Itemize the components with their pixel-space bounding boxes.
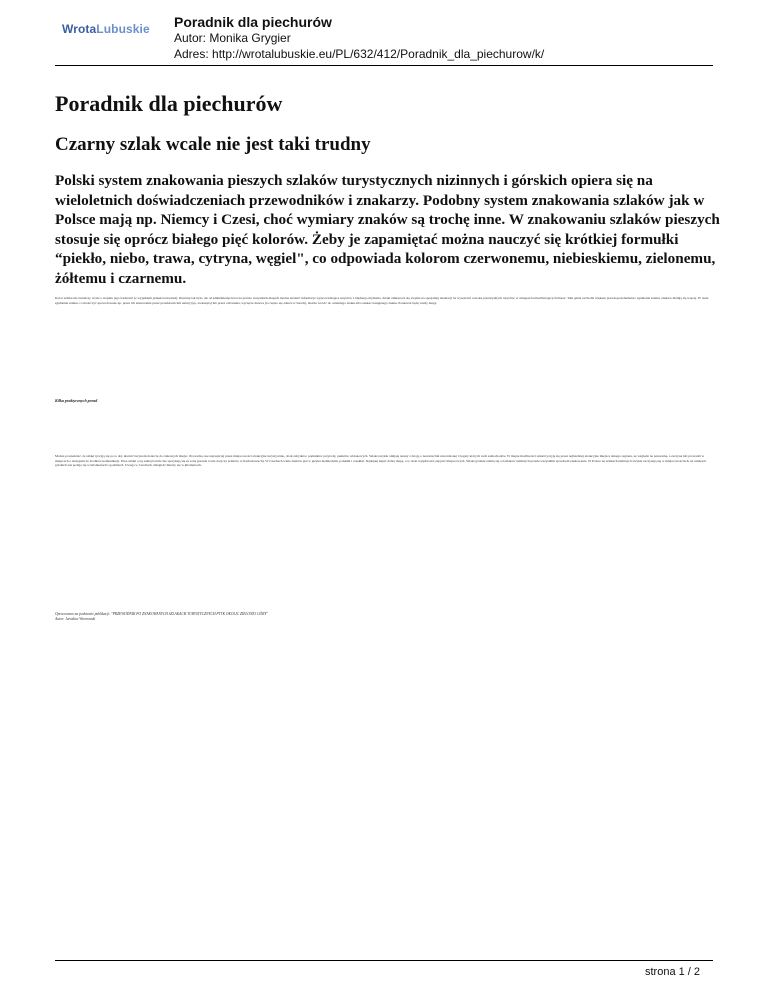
source-line-1: Opracowano na podstawie publikacji: "PRZEWODNIK PO ZNAKOWANYCH SZLAKACH TURYSTYCZNYCH PTTK OKOLIC ZIELONEJ GÓRY" (55, 612, 268, 616)
footer-divider (55, 960, 713, 961)
article-title: Poradnik dla piechurów (55, 91, 283, 116)
logo-main-text: Wrota (62, 22, 97, 36)
header-divider (55, 65, 713, 66)
source-note (55, 612, 268, 621)
page-number: strona 1 / 2 (645, 966, 701, 978)
article-paragraph-1: Kolor szlaku nie świadczy wcale o stopniu jego trudności (z wyjątkiem jednak nartostrad). Dawniej tak było, ale od kilkudziesięciu lat na prawie wszystkich mapach można znaleźć informacje wyprowadzające turystów z błędnego myślenia. Znaki umieszcza się zwykle na specjalnej instalacji na wysokości wzroku potencjalnych turystów w odstępach umożliwiających marsz. Tam gdzie zachodzi większe prawdopodobieństwo zgubienia szlaku, znaków malują się więcej. W razie zgubienia szlaku, co może być spowodowane np. przez ich zniszczenie przez przedstawicieli natury (np. zwierzęta) lub przez człowieka, wycięcie drzewa (to często się zdarza w lasach), można wrócić do ostatniego znaku albo szukać następnego znaku. Ponieważ będą wtedy mapy. (55, 296, 709, 305)
article-lead: Polski system znakowania pieszych szlaków turystycznych nizinnych i górskich opiera się na wieloletnich doświadczeniach przewodników i znakarzy. Podobny system znakowania szlaków jak w Polsce mają np. Niemcy i Czesi, choć wymiary znaków są trochę inne. W znakowaniu szlaków pieszych stosuje się oprócz białego pięć kolorów. Żeby je zapamiętać można nauczyć się krótkiej formułki “piekło, niebo, trawa, cytryna, węgiel", co odpowiada kolorom czerwonemu, niebieskiemu, zielonemu, żółtemu i czarnemu. (55, 172, 720, 287)
wrota-lubuskie-logo[interactable] (62, 22, 150, 36)
header-author: Autor: Monika Grygier (174, 31, 291, 45)
header-url[interactable]: Adres: http://wrotalubuskie.eu/PL/632/412/Poradnik_dla_piechurow/k/ (174, 47, 545, 61)
article-subtitle: Czarny szlak wcale nie jest taki trudny (55, 134, 371, 155)
page-header (0, 0, 768, 66)
logo-sub-text: Lubuskie (96, 22, 150, 36)
header-title: Poradnik dla piechurów (174, 14, 332, 30)
source-author: Autor: Jarosław Wnorowski (55, 616, 96, 621)
article-paragraph-2: Można powiedzieć, że szlaki tyczyją się po to aby ułatwić turystom dotarcie do ciekawych miejsc. Prowadzą one najczęściej przez miejscowości atrakcyjne turystycznie, obok zabytków, pomników przyrody, punktów widokowych. Szlaki zwykle omijają tereny z drogą o nawierzchni utwardzonej i bogaty których ruch samochodów. W mapie możliwości szlaki tyczyją się przez najbardziej atrakcyjne miejsca danego regionu, ze względu na panoramę, a zaczyna lub prowadzi w miejscach z dostępem do środków komunikacji. Dwa szlaki o tej samej barwie nie spotykają się ze sobą (zasada ta nie dotyczy szlaków w Karkonoszach). W Czechach wiele znaków jest w języku niemieckim, polskim i czeskim. Najlepiej kupić dobrą mapę, a w razie wątpliwości zapytać miejscowych. Szlaki górskie różnią się od szlaków nizinnych przede wszystkim sposobem znakowania. W Polsce na szlakach nizinnych zwykle zaczynają się w miejscowościach, na szlakach górskich zaś podaje się w kilometrach i godzinach. Uwaga w Czechach odległość mierzy się w kilometrach. (55, 454, 706, 467)
section-caption: Kilka praktycznych porad (55, 398, 98, 403)
